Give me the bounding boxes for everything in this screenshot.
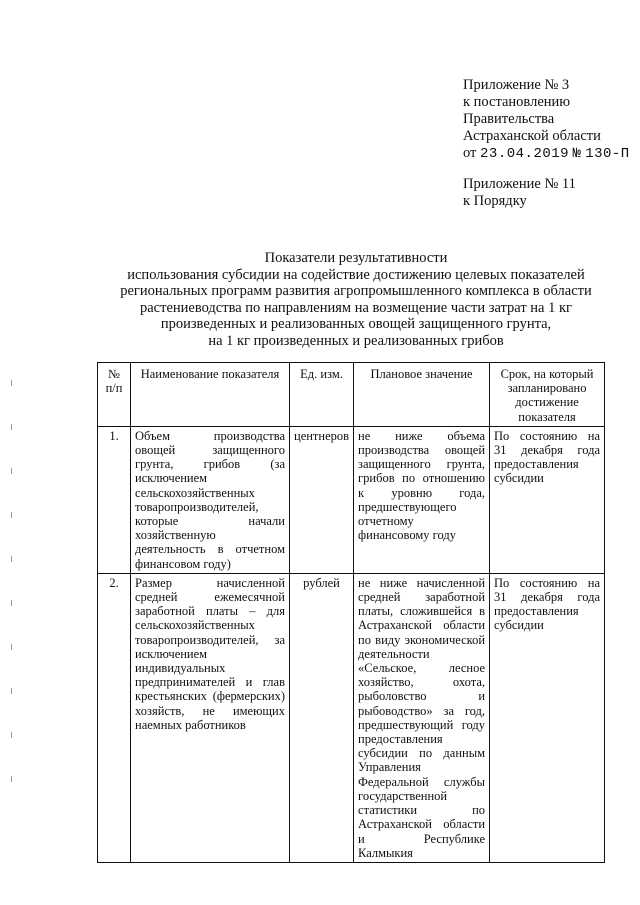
scan-margin-marks [10, 380, 14, 830]
appendix-main-line1: Приложение № 3 [463, 77, 570, 93]
title-line6: на 1 кг произведенных и реализованных грибов [208, 332, 504, 349]
resolution-date-line [463, 145, 630, 163]
appendix-main-line4: Астраханской области [463, 128, 601, 144]
header-unit: Ед. изм. [290, 363, 354, 427]
appendix-main-line2: к постановлению [463, 94, 571, 110]
indicators-table [97, 362, 605, 863]
number-sign: № [572, 146, 582, 162]
row1-plan: не ниже объема производства овощей защищенного грунта, грибов по отношению к уровню года, предшествующего отчетному финансовому году [354, 426, 490, 573]
title-line4: растениеводства по направлениям на возмещение части затрат на 1 кг [140, 299, 572, 316]
row2-name: Размер начисленной средней ежемесячной заработной платы – для сельскохозяйственных товаропроизводителей, за исключением индивидуальных предпринимателей и глав крестьянских (фермерских) хозяйств, не имеющих наемных работников [131, 573, 290, 862]
appendix-sub-block [463, 176, 576, 210]
resolution-date: 23.04.2019 [480, 146, 570, 162]
row2-plan: не ниже начисленной средней заработной платы, сложившейся в Астраханской области по виду экономической деятельности «Сельское, лесное хозяйство, охота, рыболовство и рыбоводство» за год, предшествующий году предоставления субсидии по данным Управления Федеральной службы государственной статистики по Астраханской области и Республике Калмыкия [354, 573, 490, 862]
row1-num: 1. [98, 426, 131, 573]
row2-term: По состоянию на 31 декабря года предоставления субсидии [490, 573, 605, 862]
row2-unit: рублей [290, 573, 354, 862]
title-line1: Показатели результативности [264, 250, 448, 266]
row1-name: Объем производства овощей защищенного грунта, грибов (за исключением сельскохозяйственных товаропроизводителей, которые начали хозяйственную деятельность в отчетном финансовом году) [131, 426, 290, 573]
header-plan: Плановое значение [354, 363, 490, 427]
appendix-sub-line2: к Порядку [463, 193, 527, 209]
row1-term: По состоянию на 31 декабря года предоставления субсидии [490, 426, 605, 573]
row2-num: 2. [98, 573, 131, 862]
title-line5: произведенных и реализованных овощей защищенного грунта, [160, 316, 552, 332]
resolution-number: 130-П [585, 146, 630, 162]
appendix-main-block [463, 77, 630, 163]
header-term: Срок, на который запланировано достижение показателя [490, 363, 605, 427]
row1-unit: центнеров [290, 426, 354, 573]
date-prefix: от [463, 145, 477, 161]
title-line3: региональных программ развития агропромышленного комплекса в области [120, 283, 592, 299]
title-line2: использования субсидии на содействие достижению целевых показателей [127, 266, 585, 283]
header-num: № п/п [98, 363, 131, 427]
document-title [96, 250, 616, 349]
appendix-sub-line1: Приложение № 11 [463, 176, 576, 192]
table-header-row [98, 363, 605, 427]
table-row [98, 573, 605, 862]
appendix-main-line3: Правительства [463, 111, 555, 127]
table-row [98, 426, 605, 573]
header-name: Наименование показателя [131, 363, 290, 427]
